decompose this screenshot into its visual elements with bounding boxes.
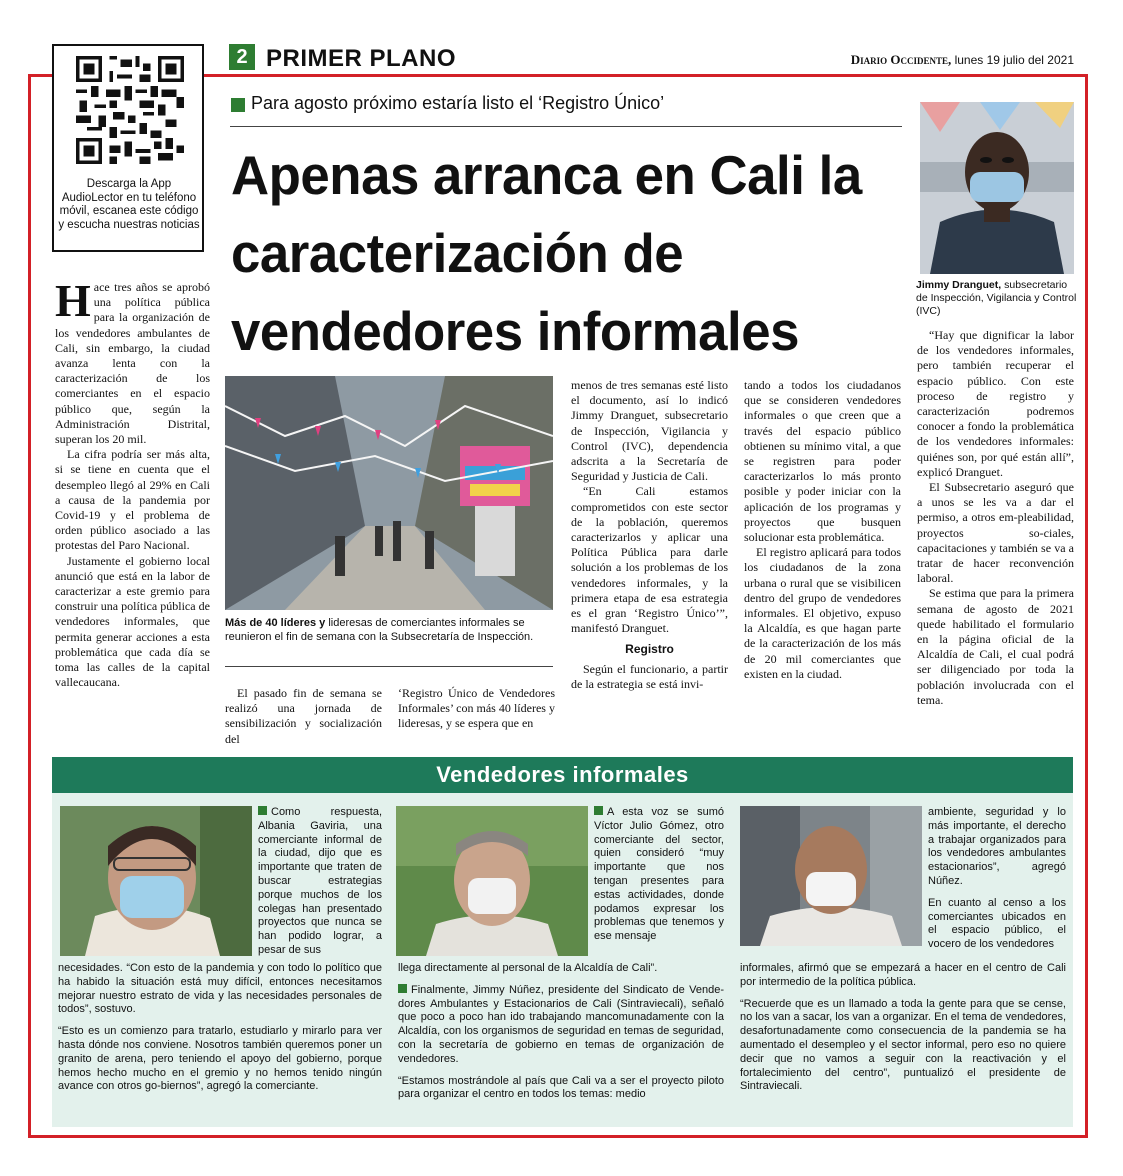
section-name: PRIMER PLANO <box>266 45 457 72</box>
interviewee-photo-1 <box>60 806 252 956</box>
portrait-caption <box>916 279 1078 318</box>
main-photo <box>225 376 553 610</box>
kicker-divider <box>230 126 902 127</box>
box-paragraph: “Recuerde que es un llamado a toda la gente para que se cense, no los van a sacar, los van a organizar. En el tema de vendedores, desafortunadamente como consecuencia de la pandemia se ha aumentado el desempleo y el sector informal, pero eso no quiere decir que no vamos a seguir con la reactivación y el fortalecimiento del centro”, puntualizó el presidente de Sintraviecali. <box>740 997 1066 1093</box>
bullet-square-icon <box>258 806 267 815</box>
interviewee-photo-2 <box>396 806 588 956</box>
article-column-2 <box>225 686 382 747</box>
paragraph: “En Cali estamos comprometidos con este sector de la población, queremos caracterizarlos y aplicar una Política Pública para darle solución a los problemas de los vendedores informales, y la primera etapa de esa estrategia es el gran ‘Registro Único’”, manifestó Dranguet. <box>571 484 728 636</box>
masthead <box>740 52 1074 68</box>
box-paragraph: “Estamos mostrándole al país que Cali va a ser el proyecto piloto para organizar el centro en todos los temas: medio <box>398 1074 724 1101</box>
article-column-1 <box>55 275 210 690</box>
drop-cap: H <box>55 275 91 326</box>
box-title: Vendedores informales <box>436 762 689 787</box>
kicker-bullet-icon <box>231 98 245 112</box>
article-column-2b <box>398 686 555 732</box>
portrait-caption-name: Jimmy Dranguet, <box>916 279 1002 291</box>
paragraph: menos de tres semanas esté listo el documento, así lo indicó Jimmy Dranguet, subsecretario de Inspección, Vigilancia y Control (IVC), dependencia adscrita a la Secretaría de Seguridad y Justicia de Cali. <box>571 378 728 484</box>
photo-caption-lead: Más de 40 líderes y <box>225 617 326 629</box>
article-column-3 <box>571 378 728 692</box>
interviewee-photo-3 <box>740 806 922 946</box>
box-paragraph: informales, afirmó que se empezará a hacer en el centro de Cali por intermedio de la política pública. <box>740 962 1066 988</box>
headline: Apenas arranca en Cali la caracterización de vendedores informales <box>231 144 862 362</box>
photo-caption <box>225 616 555 644</box>
newspaper-name: Diario Occidente, <box>850 52 952 67</box>
box-column-3-beside <box>928 806 1066 960</box>
article-column-5 <box>917 328 1074 708</box>
portrait-photo <box>920 102 1074 274</box>
section-number: 2 <box>229 44 255 70</box>
box-column-2-below <box>398 962 724 1110</box>
box-column-3-below <box>740 962 1066 1102</box>
box-paragraph: A esta voz se sumó Víctor Julio Gómez, otro comerciante del sector, quien consideró “muy importante que nos tengan presentes para estas actividades, donde podamos expresar los problemas que tenemos y ese mensaje <box>594 806 724 943</box>
paragraph: El pasado fin de semana se realizó una jornada de sensibilización y socialización del <box>225 686 382 746</box>
photo-caption-text: lideresas de comerciantes informales se reunieron el fin de semana con la Subsecretaría de Inspección. <box>225 617 534 643</box>
paragraph: El Subsecretario aseguró que a unos se les va a dar el permiso, a otros em-pleabilidad, proyectos so-ciales, capacitaciones y también se va a tratar de hacer reconvención laboral. <box>917 480 1074 586</box>
qr-code-icon[interactable] <box>76 56 184 164</box>
paragraph: ace tres años se aprobó una política pública para la organización de los vendedores ambulantes de Cali, sin embargo, la ciudad avanza lenta con la caracterización de los comerciantes en el espacio público que, según la Administración Distrital, superan los 20 mil. <box>55 280 210 447</box>
box-column-2-beside <box>594 806 724 952</box>
box-paragraph: Finalmente, Jimmy Núñez, presidente del Sindicato de Vende-dores Ambulantes y Estacionarios de Cali (Sintraviecali), señaló que poco a poco han ido trabajando mancomunadamente con la Alcaldía, con los organismos de seguridad en temas de seguridad, con la secretaría de gobierno en temas de organización de vendedores. <box>398 983 724 1065</box>
portrait-caption-text: subsecretario de Inspección, Vigilancia y Control (IVC) <box>916 279 1077 317</box>
box-paragraph: llega directamente al personal de la Alcaldía de Cali”. <box>398 962 658 974</box>
box-paragraph: ambiente, seguridad y lo más importante, el derecho a trabajar organizados para los vendedores ambulantes estacionarios”, agregó Núñez. <box>928 806 1066 887</box>
paragraph: La cifra podría ser más alta, si se tiene en cuenta que el desempleo llegó al 29% en Cali a causa de la pandemia por Covid-19 y el problema de orden público asociado a las protestas del Paro Nacional. <box>55 447 210 553</box>
qr-instructions: Descarga la App AudioLector en tu teléfono móvil, escanea este código y escucha nuestras noticias <box>58 178 200 231</box>
paragraph: tando a todos los ciudadanos que se consideren vendedores informales o que creen que a través del espacio público obtienen su mínimo vital, a que se registren para poder caracterizarlos lo más pronto posible y poder iniciar con la aplicación de los programas y proyectos que busquen solucionar esta problemática. <box>744 378 901 545</box>
paragraph: Justamente el gobierno local anunció que está en la labor de caracterizar a este gremio para construir una política pública de vendedores informales, que permita generar acciones a esta problemática que cada día se toma las calles de la capital vallecaucana. <box>55 553 210 690</box>
caption-divider <box>225 666 553 667</box>
paragraph: Según el funcionario, a partir de la estrategia se está invi- <box>571 661 728 691</box>
paragraph: ‘Registro Único de Vendedores Informales’ con más 40 líderes y lideresas, y se espera que en <box>398 686 555 731</box>
issue-date: lunes 19 julio del 2021 <box>951 53 1074 67</box>
subheading: Registro <box>625 642 674 657</box>
paragraph: “Hay que dignificar la labor de los vendedores informales, pero también recuperar el espacio público. Con este proceso de registro y caracterización podremos conocer a fondo la problemática de los vendedores informales: quiénes son, por qué están allí”, explicó Dranguet. <box>917 328 1074 479</box>
box-paragraph: necesidades. “Con esto de la pandemia y con todo lo político que ha habido la situación está muy difícil, entonces necesitamos mejorar nuestro estrato de vida y las necesidades personales de todos”, sostuvo. <box>58 962 382 1016</box>
box-column-1-below <box>58 962 382 1102</box>
bullet-square-icon <box>398 984 407 993</box>
kicker: Para agosto próximo estaría listo el ‘Registro Único’ <box>251 93 665 113</box>
paragraph: Se estima que para la primera semana de agosto de 2021 quede habilitado el formulario en la página oficial de la Alcaldía de Cali, el cual podrá ser diligenciado por toda la población involucrada con el tema. <box>917 586 1074 707</box>
article-column-4 <box>744 378 901 682</box>
qr-code-box <box>52 44 204 252</box>
box-column-1-beside <box>258 806 382 966</box>
box-paragraph: “Esto es un comienzo para tratarlo, estudiarlo y mirarlo para ver hasta dónde nos conviene. Nosotros también queremos poner un granito de arena, pero teniendo el apoyo del gobierno, porque hemos hecho mucho en el gremio y no hemos tenido ningún avance con otros go-biernos”, agregó la comerciante. <box>58 1025 382 1093</box>
box-paragraph: Como respuesta, Albania Gaviria, una comerciante informal de la ciudad, dijo que es importante que traten de buscar estrategias porque muchos de los colegas han presentado proyectos que nunca se han podido lograr, a pesar de sus <box>258 806 382 956</box>
bullet-square-icon <box>594 806 603 815</box>
box-paragraph: En cuanto al censo a los comerciantes ubicados en el espacio público, el vocero de los vendedores <box>928 896 1066 951</box>
paragraph: El registro aplicará para todos los ciudadanos de la zona urbana o rural que se visibilicen dentro del grupo de vendedores informales. El objetivo, expuso la Alcaldía, es que hagan parte de la caracterización de los más de 20 mil comerciantes que existen en la ciudad. <box>744 545 901 681</box>
